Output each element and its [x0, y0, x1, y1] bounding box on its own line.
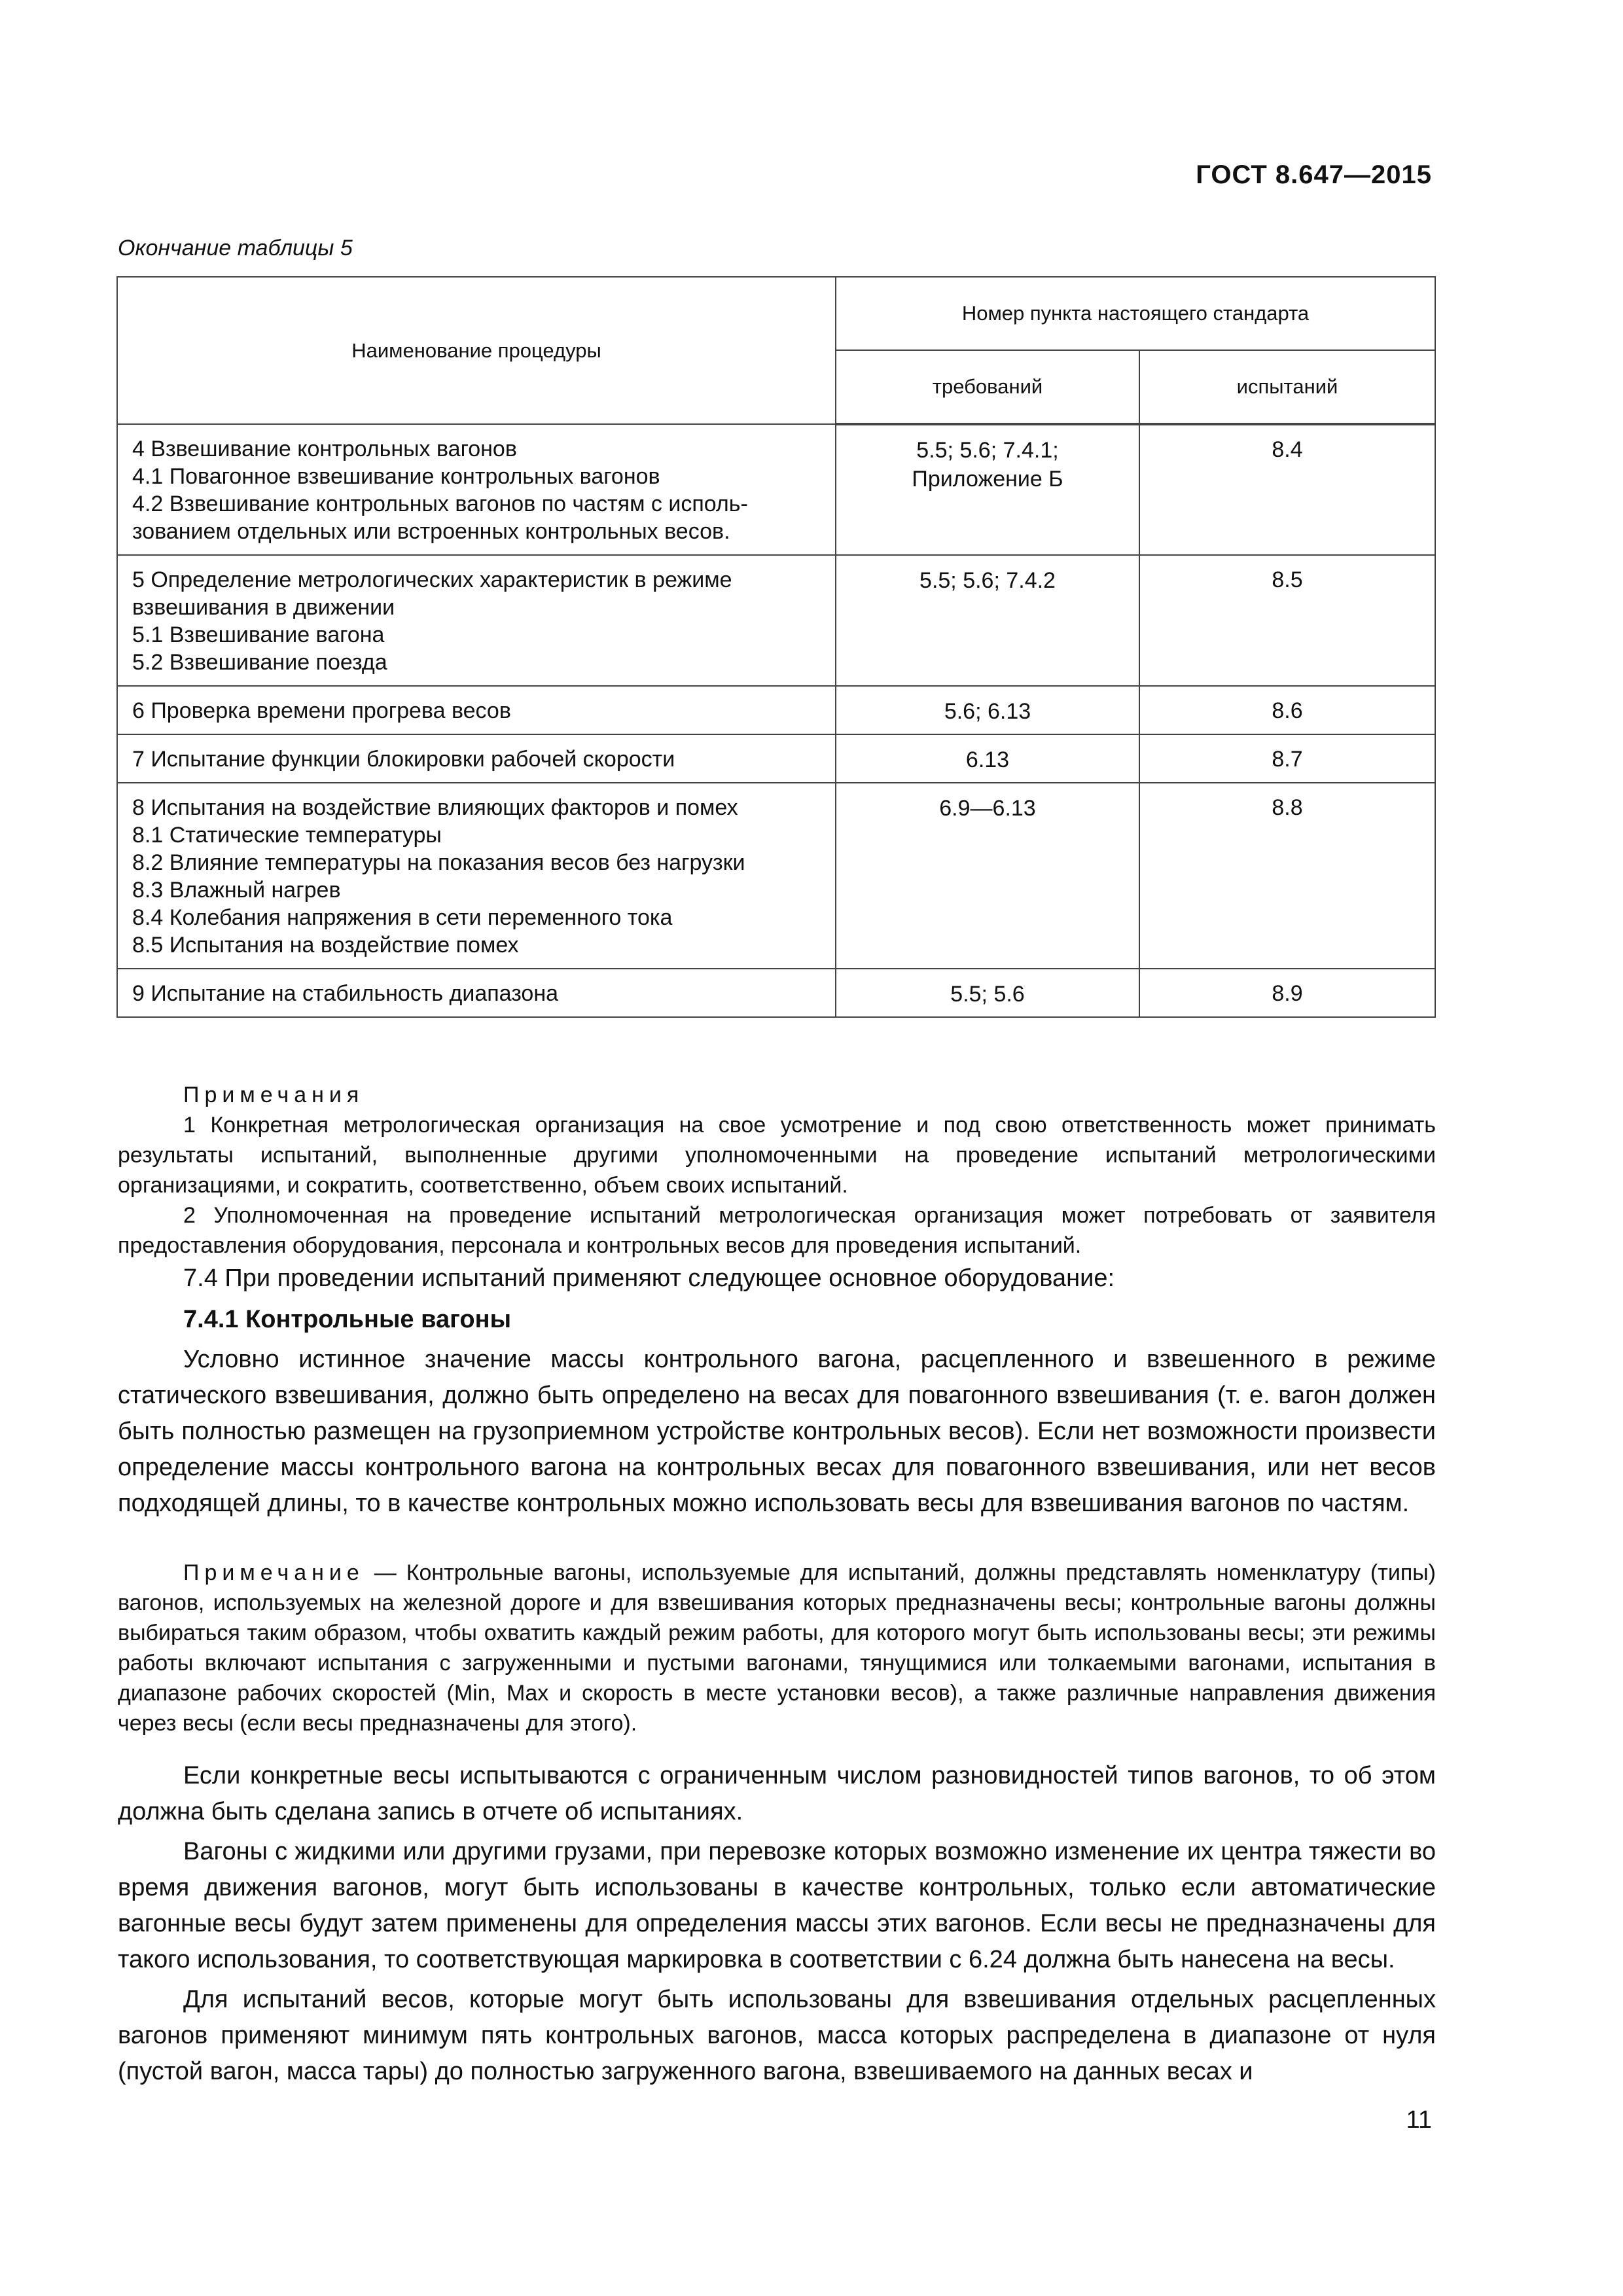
procedure-line: 8.1 Статические температуры — [132, 823, 442, 848]
table-row — [117, 783, 1435, 969]
note-2: 2 Уполномоченная на проведение испытаний метрологическая организация может потребовать от заявителя предоставления оборудования, персонала и контрольных весов для проведения испытаний. — [118, 1203, 1436, 1258]
requirements-value: 6.13 — [965, 747, 1010, 772]
requirements-cell — [836, 734, 1139, 783]
clause-note-text: — Контрольные вагоны, используемые для испытаний, должны представлять номенклатуру (типы) вагонов, используемых на железной дороге и для взвешивания которых предназначены весы; контрольные вагоны должны выбираться таким образом, чтобы охватить каждый режим работы, для которого могут быть использованы весы; эти режимы работы включают испытания с загруженными и пустыми вагонами, тянущимися или толкаемыми вагонами, испытания в диапазоне рабочих скоростей (Min, Max и скорость в месте установки весов), а также различные направления движения через весы (если весы предназначены для этого). — [118, 1560, 1436, 1736]
procedure-cell — [117, 424, 836, 555]
requirements-value: 5.6; 6.13 — [944, 699, 1031, 724]
requirements-cell — [836, 686, 1139, 734]
procedure-line: 9 Испытание на стабильность диапазона — [132, 981, 559, 1006]
column-header-clause-numbers: Номер пункта настоящего стандарта — [836, 277, 1435, 350]
note-1: 1 Конкретная метрологическая организация на свое усмотрение и под свою ответственность может принимать результаты испытаний, выполненные другими уполномоченными на проведение испытаний метрологическими организациями, и сократить, соответственно, объем своих испытаний. — [118, 1113, 1436, 1198]
tests-cell: 8.4 — [1139, 424, 1435, 555]
clause-note-label: Примечание — [183, 1560, 365, 1585]
table-row — [117, 686, 1435, 734]
clause-7-4-1-paragraph: Условно истинное значение массы контрольного вагона, расцепленного и взвешенного в режиме статического взвешивания, должно быть определено на весах для повагонного взвешивания (т. е. вагон должен быть полностью размещен на грузоприемном устройстве контрольных весов). Если нет возможности произвести определение массы контрольного вагона на контрольных весах для повагонного взвешивания, или нет весов подходящей длины, то в качестве контрольных можно использовать весы для взвешивания вагонов по частям. — [118, 1346, 1436, 1517]
procedure-line: 8.5 Испытания на воздействие помех — [132, 933, 519, 958]
procedure-line: 5.2 Взвешивание поезда — [132, 650, 387, 675]
tests-cell: 8.5 — [1139, 555, 1435, 686]
procedure-line: зованием отдельных или встроенных контрольных весов. — [132, 519, 730, 544]
procedure-cell — [117, 734, 836, 783]
requirements-value: 5.5; 5.6 — [950, 982, 1025, 1007]
procedure-line: 4.2 Взвешивание контрольных вагонов по частям с исполь- — [132, 492, 748, 516]
table-caption: Окончание таблицы 5 — [118, 236, 353, 260]
procedure-line: взвешивания в движении — [132, 595, 395, 620]
procedure-line: 6 Проверка времени прогрева весов — [132, 698, 511, 723]
continuation-text — [118, 1758, 1436, 2090]
requirements-cell — [836, 969, 1139, 1017]
procedure-cell — [117, 686, 836, 734]
table-row — [117, 555, 1435, 686]
table-row — [117, 734, 1435, 783]
notes-section — [118, 1080, 1436, 1261]
procedure-line: 7 Испытание функции блокировки рабочей скорости — [132, 747, 675, 772]
table-row — [117, 969, 1435, 1017]
page-number: 11 — [1406, 2106, 1432, 2134]
column-header-tests: испытаний — [1139, 350, 1435, 424]
procedure-line: 5 Определение метрологических характеристик в режиме — [132, 567, 732, 592]
paragraph-liquid-cargo: Вагоны с жидкими или другими грузами, при перевозке которых возможно изменение их центра тяжести во время движения вагонов, могут быть использованы в качестве контрольных, только если автоматические вагонные весы будут затем применены для определения массы этих вагонов. Если весы не предназначены для такого использования, то соответствующая маркировка в соответствии с 6.24 должна быть нанесена на весы. — [118, 1838, 1436, 1973]
requirements-cell — [836, 555, 1139, 686]
clause-7-4-1-heading: 7.4.1 Контрольные вагоны — [183, 1306, 512, 1333]
procedure-line: 8.3 Влажный нагрев — [132, 878, 341, 903]
requirements-value: 5.5; 5.6; 7.4.2 — [919, 568, 1056, 593]
paragraph-limited-types: Если конкретные весы испытываются с ограниченным числом разновидностей типов вагонов, то об этом должна быть сделана запись в отчете об испытаниях. — [118, 1762, 1436, 1825]
tests-cell: 8.8 — [1139, 783, 1435, 969]
section-7-4 — [118, 1261, 1436, 1522]
standard-designation: ГОСТ 8.647—2015 — [1196, 160, 1432, 189]
requirements-value: 6.9—6.13 — [939, 796, 1036, 821]
procedure-cell — [117, 969, 836, 1017]
requirements-cell — [836, 424, 1139, 555]
table-row — [117, 424, 1435, 555]
requirements-value: 5.5; 5.6; 7.4.1; — [916, 438, 1059, 463]
column-header-procedure: Наименование процедуры — [117, 277, 836, 424]
procedures-table — [116, 276, 1436, 1018]
procedure-line: 8.4 Колебания напряжения в сети переменного тока — [132, 905, 673, 930]
procedure-cell — [117, 783, 836, 969]
clause-note-paragraph — [118, 1558, 1436, 1738]
tests-cell: 8.6 — [1139, 686, 1435, 734]
procedure-line: 5.1 Взвешивание вагона — [132, 622, 385, 647]
column-header-requirements: требований — [836, 350, 1139, 424]
clause-7-4: 7.4 При проведении испытаний применяют следующее основное оборудование: — [183, 1265, 1115, 1292]
paragraph-reference-wagons: Для испытаний весов, которые могут быть использованы для взвешивания отдельных расцепленных вагонов применяют минимум пять контрольных вагонов, масса которых распределена в диапазоне от нуля (пустой вагон, масса тары) до полностью загруженного вагона, взвешиваемого на данных весах и — [118, 1986, 1436, 2085]
tests-cell: 8.9 — [1139, 969, 1435, 1017]
tests-cell: 8.7 — [1139, 734, 1435, 783]
procedure-line: 4.1 Повагонное взвешивание контрольных вагонов — [132, 464, 660, 489]
clause-note — [118, 1558, 1436, 1738]
notes-title: Примечания — [183, 1083, 365, 1107]
requirements-value: Приложение Б — [912, 467, 1063, 492]
procedure-line: 8.2 Влияние температуры на показания весов без нагрузки — [132, 850, 745, 875]
procedure-line: 4 Взвешивание контрольных вагонов — [132, 437, 517, 461]
procedure-cell — [117, 555, 836, 686]
requirements-cell — [836, 783, 1139, 969]
procedure-line: 8 Испытания на воздействие влияющих факторов и помех — [132, 795, 738, 820]
